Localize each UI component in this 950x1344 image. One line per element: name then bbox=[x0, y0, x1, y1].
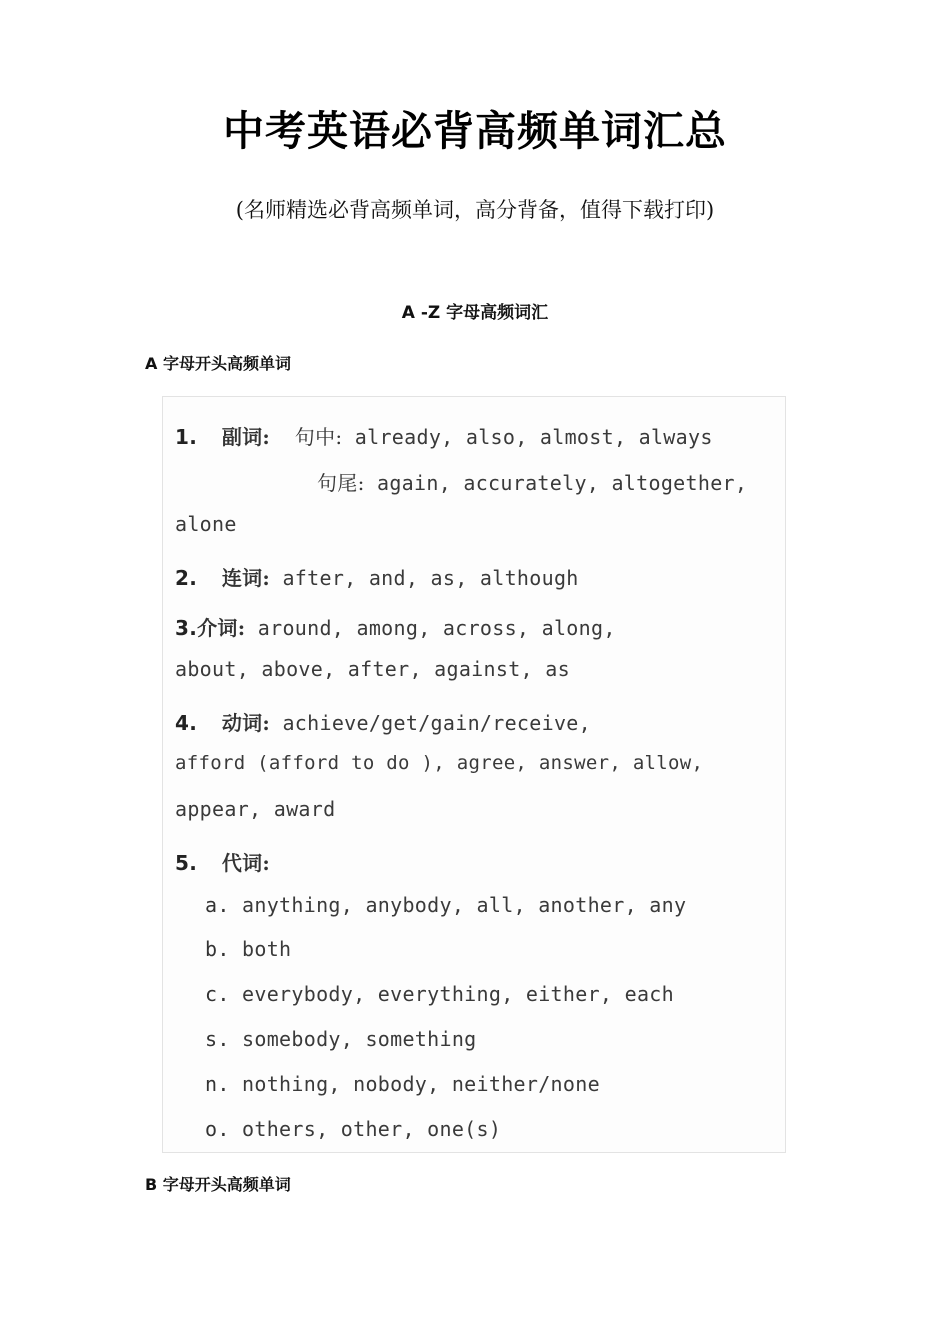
pronoun-item bbox=[205, 1072, 600, 1096]
adverb-end-words: again, accurately, altogether, bbox=[376, 471, 748, 495]
page-title: 中考英语必背高频单词汇总 bbox=[223, 107, 727, 155]
adverb-number: 1. bbox=[175, 425, 198, 449]
pronoun-number: 5. bbox=[175, 851, 198, 875]
pronoun-item bbox=[205, 937, 291, 961]
adverb-mid-label: 句中: bbox=[294, 425, 343, 449]
preposition-number: 3. bbox=[175, 616, 198, 640]
adverb-line-mid bbox=[175, 421, 713, 450]
pronoun-item-words: everybody, everything, either, each bbox=[242, 982, 674, 1006]
verb-words: achieve/get/gain/receive, bbox=[282, 711, 591, 735]
pronoun-item-letter: b. bbox=[205, 937, 230, 961]
letter-a-heading: A 字母开头高频单词 bbox=[145, 354, 291, 373]
pronoun-item-words: others, other, one(s) bbox=[242, 1117, 502, 1141]
conjunction-words: after, and, as, although bbox=[282, 566, 579, 590]
conjunction-number: 2. bbox=[175, 566, 198, 590]
pronoun-item-words: both bbox=[242, 937, 292, 961]
section-heading: A -Z 字母高频词汇 bbox=[401, 303, 549, 323]
adverb-label: 副词: bbox=[221, 425, 271, 449]
verb-label: 动词: bbox=[221, 711, 271, 735]
pronoun-item-letter: o. bbox=[205, 1117, 230, 1141]
pronoun-label: 代词: bbox=[221, 851, 271, 875]
verb-line bbox=[175, 707, 591, 736]
pronoun-item-words: nothing, nobody, neither/none bbox=[242, 1072, 600, 1096]
pronoun-item-words: somebody, something bbox=[242, 1027, 477, 1051]
pronoun-item bbox=[205, 982, 674, 1006]
preposition-line bbox=[175, 612, 616, 641]
pronoun-item bbox=[205, 1027, 477, 1051]
adverb-end-label: 句尾: bbox=[317, 471, 365, 495]
verb-words-cont2: appear, award bbox=[175, 797, 336, 821]
preposition-words-cont: about, above, after, against, as bbox=[175, 657, 570, 681]
pronoun-item bbox=[205, 893, 686, 917]
preposition-words: around, among, across, along, bbox=[257, 616, 616, 640]
verb-words-cont1: afford (afford to do ), agree, answer, allow, bbox=[175, 752, 704, 774]
pronoun-item-letter: a. bbox=[205, 893, 230, 917]
conjunction-line bbox=[175, 562, 579, 591]
pronoun-item-letter: c. bbox=[205, 982, 230, 1006]
pronoun-item-letter: n. bbox=[205, 1072, 230, 1096]
pronoun-item bbox=[205, 1117, 501, 1141]
preposition-label: 介词: bbox=[197, 616, 246, 640]
letter-b-heading: B 字母开头高频单词 bbox=[145, 1175, 291, 1194]
a-words-image-box bbox=[162, 396, 786, 1153]
adverb-line-end bbox=[317, 467, 747, 496]
adverb-mid-words: already, also, almost, always bbox=[354, 425, 713, 449]
pronoun-item-letter: s. bbox=[205, 1027, 230, 1051]
verb-number: 4. bbox=[175, 711, 198, 735]
page-subtitle: (名师精选必背高频单词，高分背备，值得下载打印) bbox=[235, 198, 715, 222]
conjunction-label: 连词: bbox=[221, 566, 271, 590]
adverb-end-words-cont: alone bbox=[175, 512, 237, 536]
pronoun-item-words: anything, anybody, all, another, any bbox=[242, 893, 687, 917]
pronoun-line bbox=[175, 847, 270, 876]
